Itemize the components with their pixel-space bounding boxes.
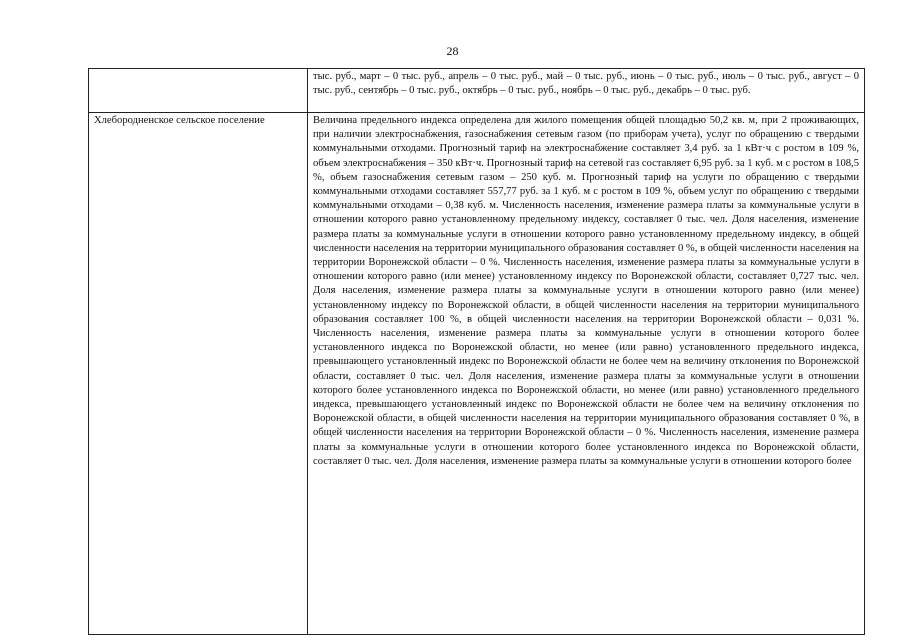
description-cell <box>308 113 865 635</box>
table-row <box>89 113 865 635</box>
document-table <box>88 68 865 635</box>
page-number: 28 <box>446 44 459 58</box>
municipality-cell <box>89 69 308 113</box>
description-cell: тыс. руб., март – 0 тыс. руб., апрель – 0 тыс. руб., май – 0 тыс. руб., июнь – 0 тыс. руб., июль – 0 тыс. руб., август – 0 тыс. руб., сентябрь – 0 тыс. руб., октябрь – 0 тыс. руб., ноябрь – 0 тыс. руб., декабрь – 0 тыс. руб. <box>308 69 865 113</box>
description-text: Величина предельного индекса определена для жилого помещения общей площадью 50,2 кв. м, при 2 проживающих, при наличии электроснабжения, газоснабжения сетевым газом (по приборам учета), услуг по обращению с твердыми коммунальными отходами. Прогнозный тариф на электроснабжение составляет 3,4 руб. за 1 кВт·ч с ростом в 109 %, объем электроснабжения – 350 кВт·ч. Прогнозный тариф на сетевой газ составляет 6,95 руб. за 1 куб. м с ростом в 108,5 %, объем газоснабжения сетевым газом – 250 куб. м. Прогнозный тариф на услуги по обращению с твердыми коммунальными отходами составляет 557,77 руб. за 1 куб. м с ростом в 109 %, объем услуг по обращению с твердыми коммунальными отходами – 0,38 куб. м. Численность населения, изменение размера платы за коммунальные услуги в отношении которого равно установленному предельному индексу, составляет 0 тыс. чел. Доля населения, изменение размера платы за коммунальные услуги в отношении которого равно установленному предельному индексу, в общей численности населения на территории муниципального образования составляет 0 %, в общей численности населения на территории Воронежской области – 0 %. Численность населения, изменение размера платы за коммунальные услуги в отношении которого равно (или менее) установленному индексу по Воронежской области, составляет 0,727 тыс. чел. Доля населения, изменение размера платы за коммунальные услуги в отношении которого равно (или менее) установленному индексу по Воронежской области, в общей численности населения на территории муниципального образования составляет 100 %, в общей численности населения на территории Воронежской области – 0,031 %. Численность населения, изменение размера платы за коммунальные услуги в отношении которого более установленного индекса по Воронежской области, но менее (или равно) установленного предельного индекса, превышающего установленный индекс по Воронежской области не более чем на величину отклонения по Воронежской области, составляет 0 тыс. чел. Доля населения, изменение размера платы за коммунальные услуги в отношении которого более установленного индекса по Воронежской области, но менее (или равно) установленного предельного индекса, превышающего установленный индекс по Воронежской области не более чем на величину отклонения по Воронежской области, в общей численности населения на территории муниципального образования составляет 0 %, в общей численности населения на территории Воронежской области – 0 %. Численность населения, изменение размера платы за коммунальные услуги в отношении которого более установленного индекса по Воронежской области, составляет 0 тыс. чел. Доля населения, изменение размера платы за коммунальные услуги в отношении которого более <box>313 115 859 467</box>
table-row <box>89 69 865 113</box>
municipality-cell: Хлебородненское сельское поселение <box>89 113 308 635</box>
